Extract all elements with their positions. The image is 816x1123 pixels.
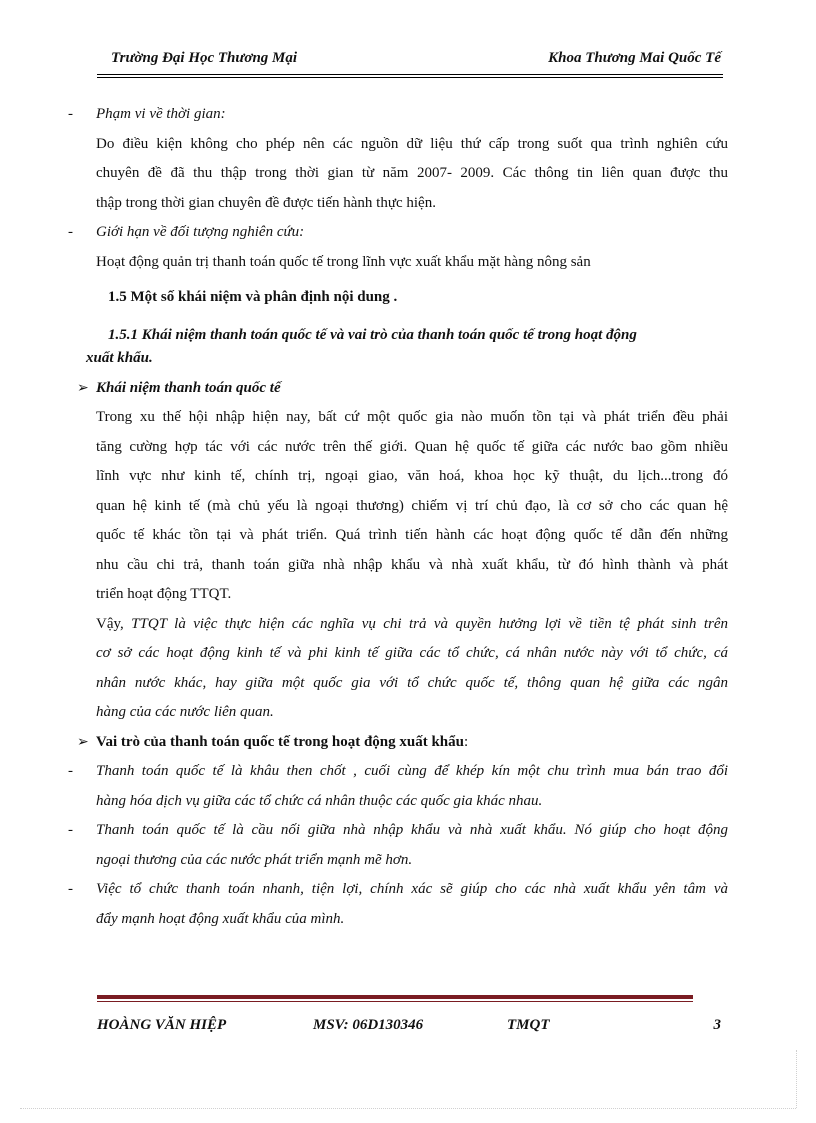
role-item-3-line-2: đẩy mạnh hoạt động xuất khẩu của mình. xyxy=(96,910,345,927)
paragraph-line xyxy=(68,551,728,581)
scope-time-line-2: chuyên đề đã thu thập trong thời gian từ năm 2007- 2009. Các thông tin liên quan được thu xyxy=(96,165,728,181)
scope-time-line-1: Do điều kiện không cho phép nên các nguồn dữ liệu thứ cấp trong suốt qua trình nghiên cứu xyxy=(96,135,728,152)
header-rule xyxy=(97,74,723,75)
paragraph-line xyxy=(68,403,728,433)
subsection-heading-line-2: xuất khẩu. xyxy=(86,350,153,366)
paragraph-line xyxy=(68,639,728,669)
paragraph-line xyxy=(68,159,728,189)
concept-line-1: Trong xu thế hội nhập hiện nay, bất cứ một quốc gia nào muốn tồn tại và phát triển đều phải xyxy=(96,409,728,425)
role-item-2-line-1: Thanh toán quốc tế là cầu nối giữa nhà nhập khẩu và nhà xuất khẩu. Nó giúp cho hoạt động xyxy=(96,822,728,838)
footer-page-number: 3 xyxy=(713,1017,721,1033)
footer-student-id: MSV: 06D130346 xyxy=(313,1017,424,1033)
concept-line-2: tăng cường hợp tác với các nước trên thế giới. Quan hệ quốc tế giữa các nước bao gồm nhiều xyxy=(96,438,728,455)
arrow-bullet-icon: ➢ xyxy=(77,734,89,750)
page-header xyxy=(97,50,723,74)
footer-department: TMQT xyxy=(507,1017,550,1033)
concept-heading: Khái niệm thanh toán quốc tế xyxy=(96,379,281,396)
page-footer xyxy=(97,1017,723,1039)
paragraph-line xyxy=(68,521,728,551)
page-body xyxy=(68,100,728,934)
footer-rule-thick xyxy=(97,995,693,999)
definition-prefix: Vậy, xyxy=(96,615,132,632)
bullet-dash: - xyxy=(68,224,73,240)
paragraph-line xyxy=(68,130,728,160)
bullet-dash: - xyxy=(68,106,73,122)
arrow-bullet-icon: ➢ xyxy=(77,380,89,396)
header-university: Trường Đại Học Thương Mại xyxy=(111,50,298,66)
role-heading-colon: : xyxy=(464,733,469,750)
bullet-dash: - xyxy=(68,822,73,838)
scope-object-line: Hoạt động quản trị thanh toán quốc tế trong lĩnh vực xuất khẩu mặt hàng nông sản xyxy=(96,253,591,270)
paragraph-line xyxy=(68,492,728,522)
header-faculty: Khoa Thương Mai Quốc Tế xyxy=(548,50,721,66)
role-heading-item xyxy=(68,728,728,758)
scope-object-item xyxy=(68,218,728,248)
role-heading-wrap xyxy=(68,734,468,750)
paragraph-line xyxy=(68,433,728,463)
definition-line-4: hàng của các nước liên quan. xyxy=(96,704,274,720)
concept-line-5: quốc tế khác tồn tại và phát triển. Quá trình tiến hành các hoạt động quốc tế dẫn đến những xyxy=(96,527,728,543)
definition-text xyxy=(68,610,728,640)
definition-line-3: nhân nước khác, hay giữa một quốc gia với tổ chức quốc tế, thông quan hệ giữa các ngân xyxy=(96,674,728,691)
bullet-dash: - xyxy=(68,763,73,779)
paragraph-line xyxy=(68,462,728,492)
scope-time-item xyxy=(68,100,728,130)
header-rule-double xyxy=(97,77,723,78)
role-heading: Vai trò của thanh toán quốc tế trong hoạt động xuất khẩu xyxy=(96,733,464,750)
scope-time-label: Phạm vi về thời gian: xyxy=(96,106,226,122)
scope-time-line-3: thập trong thời gian chuyên đề được tiến hành thực hiện. xyxy=(96,194,436,211)
concept-line-4: quan hệ kinh tế (mà chủ yếu là ngoại thương) chiếm vị trí chủ đạo, là cơ sở cho các quan hệ xyxy=(96,497,728,514)
concept-line-7: triển hoạt động TTQT. xyxy=(96,586,232,602)
role-item-2 xyxy=(68,816,728,846)
paragraph-line xyxy=(68,669,728,699)
section-heading: 1.5 Một số khái niệm và phân định nội dung . xyxy=(108,289,398,305)
scope-object-label: Giới hạn về đối tượng nghiên cứu: xyxy=(96,224,305,240)
page-edge-dotted-line xyxy=(20,1108,796,1109)
role-item-1-line-2: hàng hóa dịch vụ giữa các tổ chức cá nhân thuộc các quốc gia khác nhau. xyxy=(96,792,543,809)
footer-author-name: HOÀNG VĂN HIỆP xyxy=(97,1017,227,1033)
role-item-1 xyxy=(68,757,728,787)
definition-line-1 xyxy=(68,610,728,640)
concept-line-3: lĩnh vực như kinh tế, chính trị, ngoại giao, văn hoá, khoa học kỹ thuật, du lịch...trong đó xyxy=(96,468,728,484)
role-item-1-line-1: Thanh toán quốc tế là khâu then chốt , cuối cùng để khép kín một chu trình mua bán trao đổi xyxy=(96,763,728,779)
bullet-dash: - xyxy=(68,881,73,897)
subsection-heading-line-1: 1.5.1 Khái niệm thanh toán quốc tế và vai trò của thanh toán quốc tế trong hoạt động xyxy=(108,326,637,343)
concept-line-6: nhu cầu chi trả, thanh toán giữa nhà nhập khẩu và nhà xuất khẩu, từ đó hình thành và phát xyxy=(96,556,728,573)
role-item-3 xyxy=(68,875,728,905)
role-item-3-line-1: Việc tổ chức thanh toán nhanh, tiện lợi, chính xác sẽ giúp cho các nhà xuất khẩu yên tâm và xyxy=(96,881,728,897)
definition-line-1-text: TTQT là việc thực hiện các nghĩa vụ chi trả và quyền hưởng lợi về tiền tệ phát sinh trên xyxy=(131,615,728,632)
page-edge-dotted-line-vertical xyxy=(796,1050,797,1108)
footer-rule-thin xyxy=(97,1001,693,1002)
role-item-2-line-2: ngoại thương của các nước phát triển mạnh mẽ hơn. xyxy=(96,851,413,868)
definition-line-2: cơ sở các hoạt động kinh tế và phi kinh tế giữa các tổ chức, cá nhân nước này với tổ chức, cá xyxy=(96,645,728,661)
concept-heading-item xyxy=(68,374,728,404)
